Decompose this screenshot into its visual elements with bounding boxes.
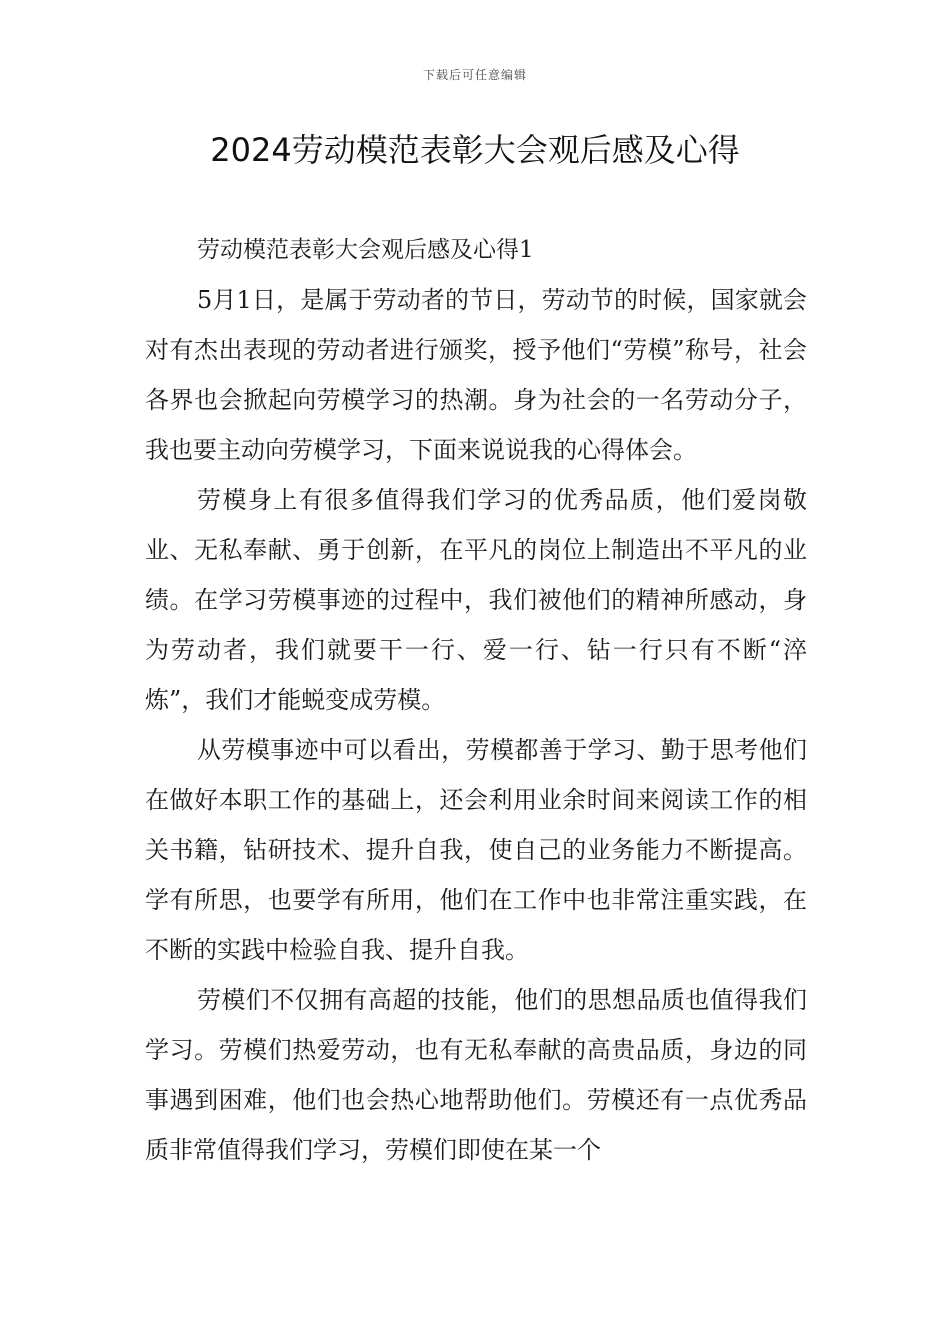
paragraph: 5月1日，是属于劳动者的节日，劳动节的时候，国家就会对有杰出表现的劳动者进行颁奖，授予他们“劳模”称号，社会各界也会掀起向劳模学习的热潮。身为社会的一名劳动分子，我也要主动向劳模学习，下面来说说我的心得体会。 <box>145 286 807 464</box>
paragraph: 从劳模事迹中可以看出，劳模都善于学习、勤于思考他们在做好本职工作的基础上，还会利用业余时间来阅读工作的相关书籍，钻研技术、提升自我，使自己的业务能力不断提高。学有所思，也要学有所用，他们在工作中也非常注重实践，在不断的实践中检验自我、提升自我。 <box>145 736 807 964</box>
paragraph: 劳模身上有很多值得我们学习的优秀品质，他们爱岗敬业、无私奉献、勇于创新，在平凡的岗位上制造出不平凡的业绩。在学习劳模事迹的过程中，我们被他们的精神所感动，身为劳动者，我们就要干一行、爱一行、钻一行只有不断“淬炼”，我们才能蜕变成劳模。 <box>145 486 807 714</box>
header-note: 下载后可任意编辑 <box>422 68 527 82</box>
paragraph: 劳模们不仅拥有高超的技能，他们的思想品质也值得我们学习。劳模们热爱劳动，也有无私奉献的高贵品质，身边的同事遇到困难，他们也会热心地帮助他们。劳模还有一点优秀品质非常值得我们学习，劳模们即使在某一个 <box>145 986 807 1164</box>
document-body <box>145 225 807 1175</box>
document-title: 2024劳动模范表彰大会观后感及心得 <box>210 131 740 169</box>
section-subheading: 劳动模范表彰大会观后感及心得1 <box>197 237 534 263</box>
